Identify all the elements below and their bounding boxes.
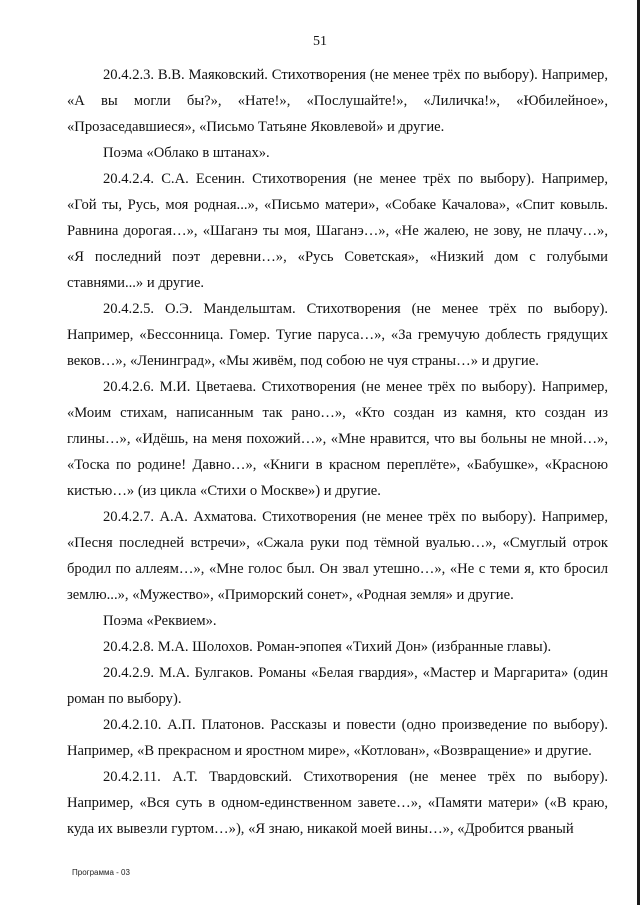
- paragraph-tvardovsky: 20.4.2.11. А.Т. Твардовский. Стихотворения (не менее трёх по выбору). Например, «Вся суть в одном-единственном завете…», «Памяти матери» («В краю, куда их вывезли гуртом…»), «Я знаю, никакой моей вины…», «Дробится рваный: [67, 769, 608, 837]
- paragraph-mayakovsky-poem: Поэма «Облако в штанах».: [103, 145, 270, 161]
- paragraph-mandelshtam: 20.4.2.5. О.Э. Мандельштам. Стихотворения (не менее трёх по выбору). Например, «Бессонница. Гомер. Тугие паруса…», «За гремучую доблесть грядущих веков…», «Ленинград», «Мы живём, под собою не чуя страны…» и другие.: [67, 301, 608, 369]
- paragraph-akhmatova: 20.4.2.7. А.А. Ахматова. Стихотворения (не менее трёх по выбору). Например, «Песня последней встречи», «Сжала руки под тёмной вуалью…», «Смуглый отрок бродил по аллеям…», «Мне голос был. Он звал утешно…», «Не с теми я, кто бросил землю...», «Мужество», «Приморский сонет», «Родная земля» и другие.: [67, 509, 608, 603]
- paragraph-tsvetaeva: 20.4.2.6. М.И. Цветаева. Стихотворения (не менее трёх по выбору). Например, «Моим стихам, написанным так рано…», «Кто создан из камня, кто создан из глины…», «Идёшь, на меня похожий…», «Мне нравится, что вы больны не мной…», «Тоска по родине! Давно…», «Книги в красном переплёте», «Бабушке», «Красною кистью…» (из цикла «Стихи о Москве») и другие.: [67, 379, 608, 499]
- page-number: 51: [313, 34, 327, 49]
- footer-label: Программа - 03: [72, 868, 130, 877]
- paragraph-sholokhov: 20.4.2.8. М.А. Шолохов. Роман-эпопея «Тихий Дон» (избранные главы).: [103, 639, 552, 655]
- paragraph-mayakovsky: 20.4.2.3. В.В. Маяковский. Стихотворения (не менее трёх по выбору). Например, «А вы могли бы?», «Нате!», «Послушайте!», «Лиличка!», «Юбилейное», «Прозаседавшиеся», «Письмо Татьяне Яковлевой» и другие.: [67, 67, 608, 135]
- paragraph-akhmatova-poem: Поэма «Реквием».: [103, 613, 217, 629]
- paragraph-esenin: 20.4.2.4. С.А. Есенин. Стихотворения (не менее трёх по выбору). Например, «Гой ты, Русь, моя родная...», «Письмо матери», «Собаке Качалова», «Спит ковыль. Равнина дорогая…», «Шаганэ ты моя, Шаганэ…», «Не жалею, не зову, не плачу…», «Я последний поэт деревни…», «Русь Советская», «Низкий дом с голубыми ставнями...» и другие.: [67, 171, 608, 291]
- document-body: [67, 62, 608, 842]
- paragraph-platonov: 20.4.2.10. А.П. Платонов. Рассказы и повести (одно произведение по выбору). Например, «В прекрасном и яростном мире», «Котлован», «Возвращение» и другие.: [67, 717, 608, 759]
- paragraph-bulgakov: 20.4.2.9. М.А. Булгаков. Романы «Белая гвардия», «Мастер и Маргарита» (один роман по выбору).: [67, 665, 608, 707]
